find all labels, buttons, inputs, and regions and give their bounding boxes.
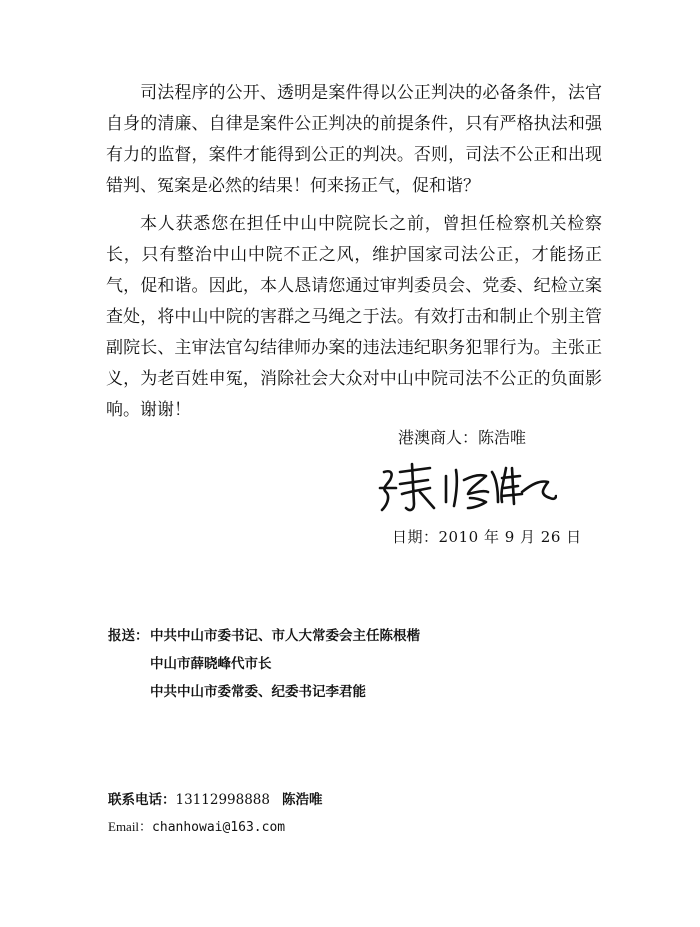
letter-date: 日期：2010 年 9 月 26 日 — [392, 528, 582, 546]
email-label: Email： — [108, 819, 153, 834]
cc-recipient: 中山市薛晓峰代市长 — [150, 656, 272, 672]
contact-phone-line — [108, 790, 322, 810]
contact-name: 陈浩唯 — [281, 792, 323, 808]
letter-paragraph-2: 本人获悉您在担任中山中院院长之前，曾担任检察机关检察长，只有整治中山中院不正之风，维护国家司法公正，才能扬正气，促和谐。因此，本人恳请您通过审判委员会、党委、纪检立案查处，将中山中院的害群之马绳之于法。有效打击和制止个别主管副院长、主审法官勾结律师办案的违法违纪职务犯罪行为。主张正义，为老百姓申冤，消除社会大众对中山中院司法不公正的负面影响。谢谢！ — [106, 214, 602, 420]
contact-email-line — [108, 817, 285, 838]
cc-label: 报送： — [108, 628, 149, 644]
signer-label: 港澳商人：陈浩唯 — [398, 428, 527, 447]
handwritten-signature — [372, 458, 557, 520]
paragraph-1-lead: 司法程序的公开、透明是案件得以公正判决的必备条件，法官自 — [106, 83, 602, 134]
cc-recipient: 中共中山市委常委、纪委书记李君能 — [150, 684, 366, 700]
paragraph-1-body: 身的清廉、自律是案件公正判决的前提条件，只有严格执法和强有力的监督，案件才能得到公正的判决。否则，司法不公正和出现错判、冤案是必然的结果！何来扬正气，促和谐？ — [106, 114, 603, 196]
letter-paragraph-1 — [106, 78, 602, 202]
email-address: chanhowai@163.com — [152, 820, 286, 835]
cc-recipient: 中共中山市委书记、市人大常委会主任陈根楷 — [150, 628, 420, 644]
phone-label: 联系电话： — [108, 792, 176, 808]
cc-recipients — [108, 622, 420, 706]
cc-row — [108, 622, 420, 650]
phone-number: 13112998888 — [175, 792, 270, 808]
